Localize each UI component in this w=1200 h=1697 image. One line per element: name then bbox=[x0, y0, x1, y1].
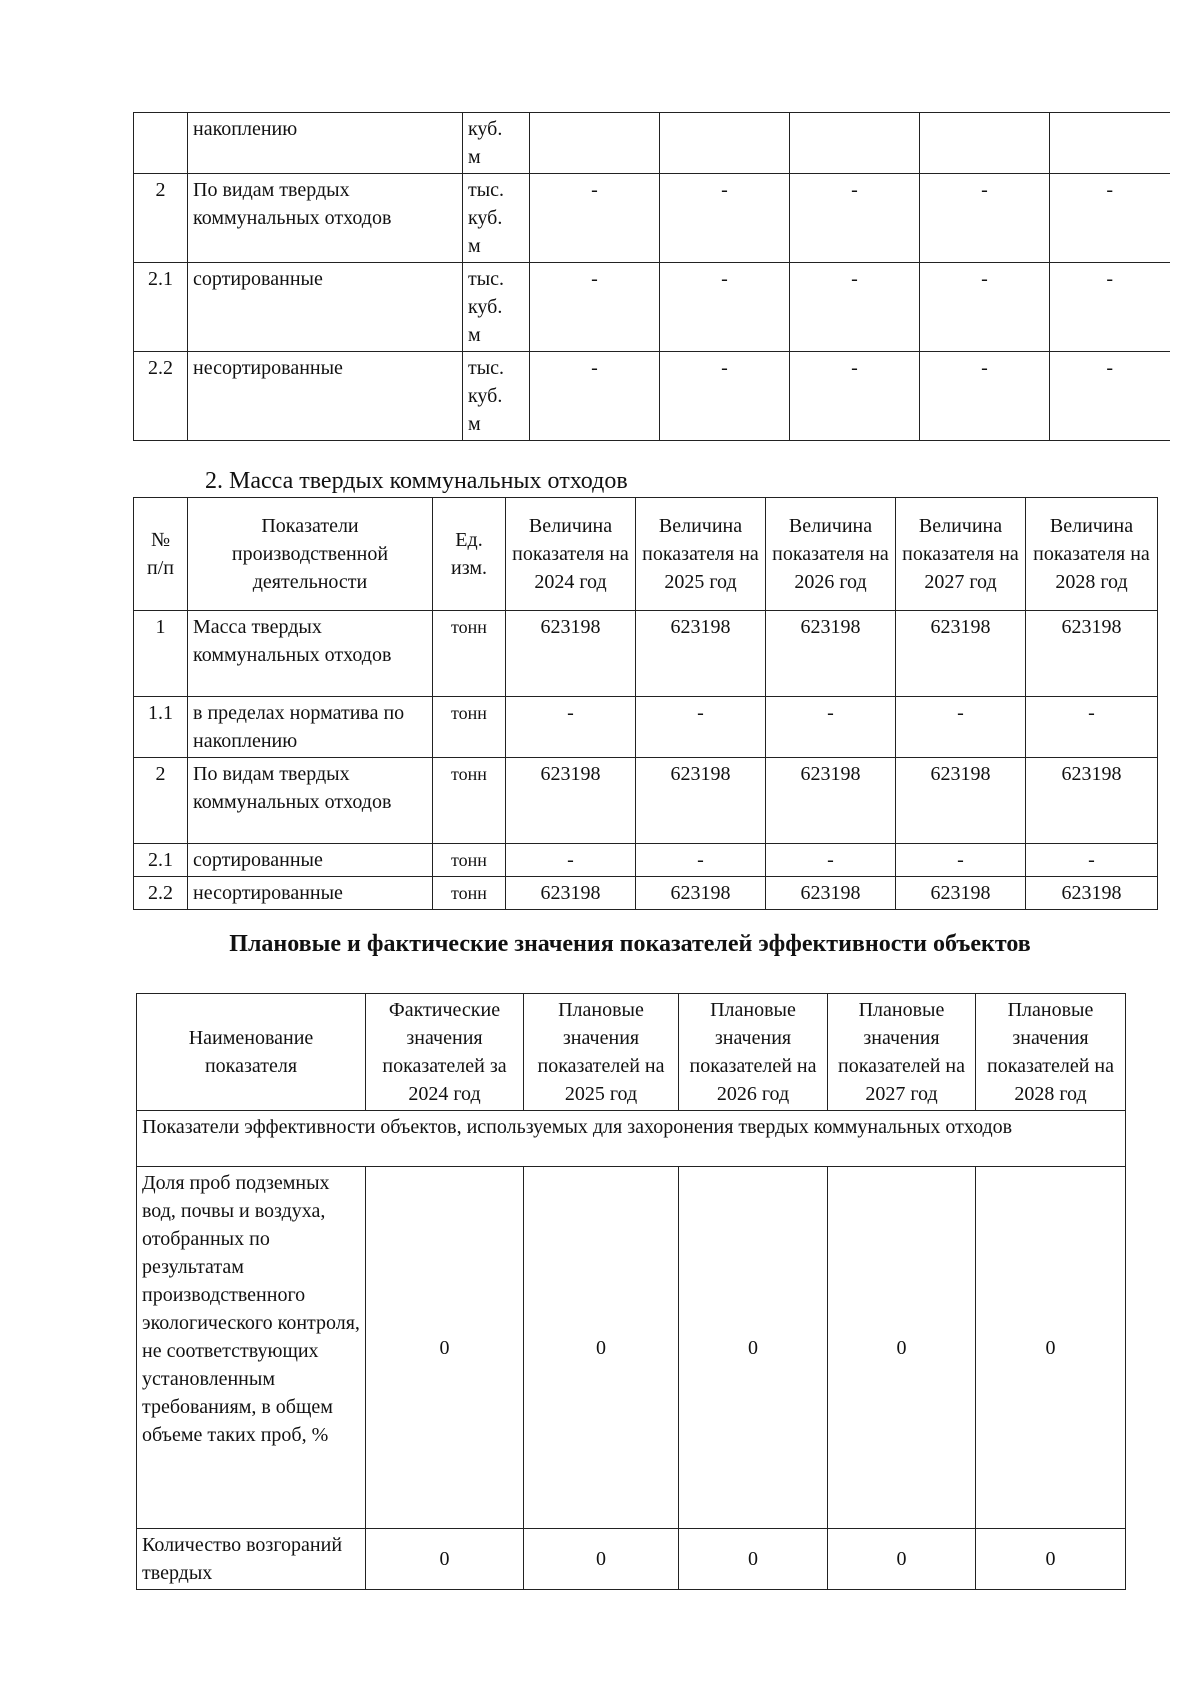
value-2024: - bbox=[530, 263, 660, 352]
row-name: несортированные bbox=[188, 352, 463, 441]
row-number: 2.1 bbox=[134, 844, 188, 877]
row-name: Доля проб подземных вод, почвы и воздуха, отобранных по результатам производственного экологического контроля, не соответствующих установленным требованиям, в общем объеме таких проб, % bbox=[137, 1167, 366, 1529]
row-number: 1.1 bbox=[134, 697, 188, 758]
value-2026: 623198 bbox=[766, 611, 896, 697]
group-title: Показатели эффективности объектов, используемых для захоронения твердых коммунальных отходов bbox=[137, 1111, 1126, 1167]
value-2025: - bbox=[660, 352, 790, 441]
row-number: 2 bbox=[134, 758, 188, 844]
value-2027: - bbox=[920, 263, 1050, 352]
section-title-efficiency: Плановые и фактические значения показателей эффективности объектов bbox=[229, 931, 1031, 957]
row-name: Количество возгораний твердых bbox=[137, 1529, 366, 1590]
row-unit: тонн bbox=[433, 611, 506, 697]
row-name: несортированные bbox=[188, 877, 433, 910]
row-unit: тыс. куб. м bbox=[463, 263, 530, 352]
row-number: 2.1 bbox=[134, 263, 188, 352]
header-2024: Величина показателя на 2024 год bbox=[506, 498, 636, 611]
row-name: в пределах норматива по накоплению bbox=[188, 697, 433, 758]
value-2028: 623198 bbox=[1026, 611, 1158, 697]
value-2028: - bbox=[1050, 174, 1170, 263]
value-2028: 623198 bbox=[1026, 758, 1158, 844]
value-2025: - bbox=[636, 697, 766, 758]
row-unit: тонн bbox=[433, 877, 506, 910]
value-2028: - bbox=[1026, 844, 1158, 877]
header-2026: Величина показателя на 2026 год bbox=[766, 498, 896, 611]
header-actual-2024: Фактические значения показателей за 2024 год bbox=[366, 994, 524, 1111]
value-2027: 623198 bbox=[896, 877, 1026, 910]
value-2027: 623198 bbox=[896, 611, 1026, 697]
table-row bbox=[137, 1167, 1126, 1529]
header-plan-2028: Плановые значения показателей на 2028 год bbox=[976, 994, 1126, 1111]
mass-table bbox=[133, 497, 1158, 910]
table-row bbox=[134, 352, 1170, 441]
value-plan-2028: 0 bbox=[976, 1167, 1126, 1529]
row-unit: куб. м bbox=[463, 113, 530, 174]
value-2028: 623198 bbox=[1026, 877, 1158, 910]
value-2027: - bbox=[920, 352, 1050, 441]
table-row bbox=[134, 844, 1158, 877]
value-2024: - bbox=[506, 844, 636, 877]
header-plan-2026: Плановые значения показателей на 2026 год bbox=[679, 994, 828, 1111]
value-plan-2028: 0 bbox=[976, 1529, 1126, 1590]
header-indicator: Показатели производственной деятельности bbox=[188, 498, 433, 611]
header-number: № п/п bbox=[134, 498, 188, 611]
value-2028: - bbox=[1050, 263, 1170, 352]
value-2027: 623198 bbox=[896, 758, 1026, 844]
table-row bbox=[134, 758, 1158, 844]
value-2024: 623198 bbox=[506, 877, 636, 910]
value-plan-2025: 0 bbox=[524, 1529, 679, 1590]
value-plan-2027: 0 bbox=[828, 1167, 976, 1529]
value-2026: - bbox=[766, 697, 896, 758]
value-2024: 623198 bbox=[506, 611, 636, 697]
volume-table-continuation bbox=[133, 112, 1170, 441]
value-2026: - bbox=[790, 263, 920, 352]
value-2028: - bbox=[1050, 352, 1170, 441]
row-name: Масса твердых коммунальных отходов bbox=[188, 611, 433, 697]
value-2025: - bbox=[660, 174, 790, 263]
group-row bbox=[137, 1111, 1126, 1167]
value-2028: - bbox=[1026, 697, 1158, 758]
value-2025: - bbox=[636, 844, 766, 877]
value-2025: 623198 bbox=[636, 758, 766, 844]
row-unit: тонн bbox=[433, 844, 506, 877]
value-2027: - bbox=[896, 844, 1026, 877]
table-header-row bbox=[137, 994, 1126, 1111]
header-2027: Величина показателя на 2027 год bbox=[896, 498, 1026, 611]
row-unit: тыс. куб. м bbox=[463, 174, 530, 263]
header-2025: Величина показателя на 2025 год bbox=[636, 498, 766, 611]
table-row bbox=[134, 697, 1158, 758]
row-name: По видам твердых коммунальных отходов bbox=[188, 174, 463, 263]
row-unit: тыс. куб. м bbox=[463, 352, 530, 441]
value-2026: - bbox=[790, 174, 920, 263]
row-number: 2.2 bbox=[134, 352, 188, 441]
value-2025: 623198 bbox=[636, 877, 766, 910]
header-plan-2025: Плановые значения показателей на 2025 год bbox=[524, 994, 679, 1111]
table-row bbox=[134, 174, 1170, 263]
table-row bbox=[134, 263, 1170, 352]
table-row bbox=[134, 611, 1158, 697]
value-2026: - bbox=[790, 352, 920, 441]
value-2026: 623198 bbox=[766, 877, 896, 910]
value-2025 bbox=[660, 113, 790, 174]
header-unit: Ед. изм. bbox=[433, 498, 506, 611]
value-2027: - bbox=[896, 697, 1026, 758]
row-name: сортированные bbox=[188, 844, 433, 877]
row-name: По видам твердых коммунальных отходов bbox=[188, 758, 433, 844]
value-2025: - bbox=[660, 263, 790, 352]
header-plan-2027: Плановые значения показателей на 2027 год bbox=[828, 994, 976, 1111]
value-2027 bbox=[920, 113, 1050, 174]
row-number bbox=[134, 113, 188, 174]
value-2026 bbox=[790, 113, 920, 174]
value-actual-2024: 0 bbox=[366, 1167, 524, 1529]
row-number: 2.2 bbox=[134, 877, 188, 910]
table-row bbox=[134, 877, 1158, 910]
efficiency-table bbox=[136, 993, 1126, 1590]
value-2024: 623198 bbox=[506, 758, 636, 844]
value-plan-2025: 0 bbox=[524, 1167, 679, 1529]
value-2024 bbox=[530, 113, 660, 174]
table-row bbox=[137, 1529, 1126, 1590]
value-2027: - bbox=[920, 174, 1050, 263]
value-2028 bbox=[1050, 113, 1170, 174]
row-unit: тонн bbox=[433, 758, 506, 844]
row-name: сортированные bbox=[188, 263, 463, 352]
value-plan-2027: 0 bbox=[828, 1529, 976, 1590]
value-actual-2024: 0 bbox=[366, 1529, 524, 1590]
header-2028: Величина показателя на 2028 год bbox=[1026, 498, 1158, 611]
table-row bbox=[134, 113, 1170, 174]
value-plan-2026: 0 bbox=[679, 1167, 828, 1529]
value-plan-2026: 0 bbox=[679, 1529, 828, 1590]
section-title-mass: 2. Масса твердых коммунальных отходов bbox=[205, 468, 628, 494]
row-name: накоплению bbox=[188, 113, 463, 174]
header-indicator-name: Наименование показателя bbox=[137, 994, 366, 1111]
value-2024: - bbox=[530, 174, 660, 263]
value-2024: - bbox=[530, 352, 660, 441]
value-2026: - bbox=[766, 844, 896, 877]
value-2024: - bbox=[506, 697, 636, 758]
row-unit: тонн bbox=[433, 697, 506, 758]
value-2026: 623198 bbox=[766, 758, 896, 844]
value-2025: 623198 bbox=[636, 611, 766, 697]
row-number: 2 bbox=[134, 174, 188, 263]
table-header-row bbox=[134, 498, 1158, 611]
row-number: 1 bbox=[134, 611, 188, 697]
